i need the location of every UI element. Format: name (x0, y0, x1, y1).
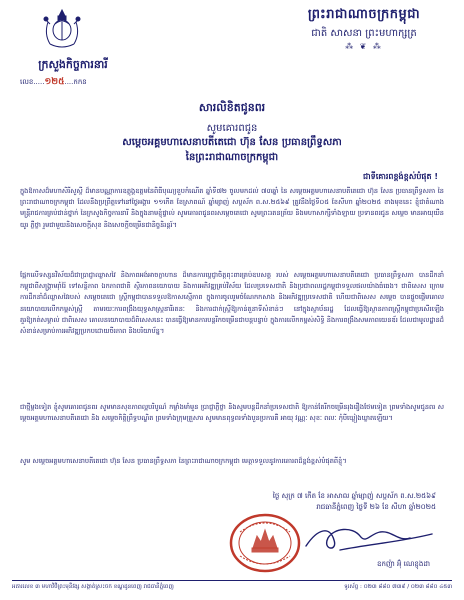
letter-title: សារលិខិតជូនពរ (198, 101, 266, 114)
kingdom-name: ព្រះរាជាណាចក្រកម្ពុជា (307, 7, 421, 22)
footer-divider (12, 580, 452, 581)
footer-phone: ទូរស័ព្ទ : ០២៣ ៨៨០ ៧៣៩ / ០២៣ ៨៨០ ៤៥៣ (344, 584, 452, 590)
doc-number-suffix: ....កកន (64, 78, 87, 86)
doc-number-value: ១២៥ (44, 77, 65, 87)
solar-date: រាជធានីភ្នំពេញ ថ្ងៃទី ២៦ ខែ សីហា ឆ្នាំ២០២៥ (316, 503, 436, 511)
body-paragraph-4: សូម សម្តេចអគ្គមហាសេនាបតីតេជោ ហ៊ុន សែន ប្រធានព្រឹទ្ធសភា នៃព្រះរាជាណាចក្រកម្ពុជា មេត្តាទទួលនូវការគោរពដ៏ខ្ពង់ខ្ពស់បំផុតពីខ្ញុំ។ (20, 457, 347, 465)
lunar-date: ថ្ងៃ សុក្រ ៧ កើត ខែ អាសាឍ ឆ្នាំម្សាញ់ សប្តស័ក ព.ស.២៥៦៩ (272, 492, 436, 500)
signer-name: ឧកញ៉ា អ៊ុំ ណេខ្ញុងដា (377, 560, 430, 568)
ministry-name: ក្រសួងកិច្ចការនារី (38, 58, 108, 71)
addressee-line-2: នៃព្រះរាជាណាចក្រកម្ពុជា (185, 152, 279, 163)
document-number (20, 76, 87, 89)
footer (12, 583, 452, 591)
body-paragraph-1: ក្នុងឱកាសដ៏មហាសិរីសួស្តី ដ៏មានបណ្ណាការឧត្តុង្គឧត្តមនៃពិធីបុណ្យខួបកំណើត ឆ្នាំទី៧២ ចូលមកដល់ ៧៣ឆ្នាំ នៃ សម្តេចអគ្គមហាសេនាបតីតេជោ ហ៊ុន សែន ប្រធានព្រឹទ្ធសភា នៃព្រះរាជាណាចក្រកម្ពុជា ដែលនឹងប្រព្រឹត្តទៅនៅថ្ងៃអង្គារ ១១កើត ខែស្រាពណ៍ ឆ្នាំម្សាញ់ សប្តស័ក ព.ស.២៥៦៩ ត្រូវនឹងថ្ងៃទី០៥ ខែសីហា ឆ្នាំ២០២៥ ខាងមុខនេះ ខ្ញុំជាតំណាងមន្ត្រីរាជការគ្រប់ជាន់ថ្នាក់ នៃក្រសួងកិច្ចការនារី និងក្នុងនាមខ្ញុំផ្ទាល់ សូមគោរពជូនពរសម្តេចតេជោ សូមព្រះរតនត្រ័យ និងមហាសាក្សីទាំងឡាយ ប្រទានពរជូន សម្តេច មានអាយុយឺនយូរ ភ្លឺថ្លា រួមជាមួយនិងសេចក្តីសុខ និងសេចក្តីចម្រើនជានិច្ចនិរន្តរ៍។ (20, 187, 444, 229)
kingdom-header (284, 6, 444, 51)
addressee-line-1: សម្តេចអគ្គមហាសេនាបតីតេជោ ហ៊ុន សែន ប្រធានព្រឹទ្ធសភា (122, 137, 342, 148)
greeting: សូមគោរពជូន (206, 123, 258, 134)
doc-number-prefix: លេខ..... (20, 78, 45, 86)
official-stamp (228, 512, 302, 574)
footer-address: អគារលេខ ៣ មហាវិថីព្រះមុនីវង្ស សង្កាត់ស្រះចក ខណ្ឌដូនពេញ រាជធានីភ្នំពេញ (12, 584, 174, 590)
body-paragraph-2: ផ្អែកលើទស្សនវិស័យដ៏ជាប្រាជ្ញាឈ្លាសវៃ និងភាពអង់អាចក្លាហាន ដ៏មានការប្តេជ្ញាចិត្តពុះពារគ្រប់ឧបសគ្គ របស់ សម្តេចអគ្គមហាសេនាបតីតេជោ ប្រធានព្រឹទ្ធសភា បានដឹកនាំកម្ពុជាពីសង្គ្រាមរ៉ាំរ៉ៃ ទៅសន្តិភាព ឯកភាពជាតិ ស្ថិរភាពនយោបាយ និងការអភិវឌ្ឍគ្រប់វិស័យ ដែលប្រទេសជាតិ និងប្រជាពលរដ្ឋកម្ពុជាទទួលផលយ៉ាងធំធេង។ ជាពិសេស ក្រោមការដឹកនាំដ៏ឈ្លាសវៃរបស់ សម្តេចតេជោ ស្ត្រីកម្ពុជាបានទទួលឱកាសស្មើភាព ក្នុងការចូលរួមចំណែកកសាង និងអភិវឌ្ឍប្រទេសជាតិ ហើយជាពិសេស សម្តេច បានផ្តួចផ្តើមគោលនយោបាយលើកកម្ពស់ស្ត្រី តាមរយៈការពង្រឹងយុទ្ធសាស្ត្រនារីរតនៈ និងការដាក់ស្ត្រីឱ្យកាន់តួនាទីសំខាន់ៗ នៅក្នុងស្ថាប័នរដ្ឋ ដែលធ្វើឱ្យស្ថានភាពស្ត្រីកម្ពុជាប្រសើរឡើងគួរឱ្យកត់សម្គាល់ ជាពិសេស គោលនយោបាយដ៏ពិសេសនេះ បានធ្វើឱ្យមានការបន្តរីកចម្រើនជាបន្តបន្ទាប់ ក្នុងការលើកកម្ពស់សិទ្ធិ និងការពង្រឹងសមភាពយេនឌ័រ ដែលជាមូលដ្ឋានដ៏សំខាន់សម្រាប់ការអភិវឌ្ឍប្រកបដោយចីរភាព និងបរិយាប័ន្ន។ (20, 271, 444, 336)
national-motto: ជាតិ សាសនា ព្រះមហាក្សត្រ (311, 28, 417, 39)
ornament-divider: ⁂ ❦ ⁂ (345, 42, 383, 51)
salutation: ជាទីគោរពខ្ពង់ខ្ពស់បំផុត ! (363, 172, 438, 181)
signature-mark (300, 520, 440, 556)
date-block (273, 491, 436, 513)
royal-emblem-icon (38, 8, 86, 52)
body-paragraph-3: ជាថ្មីម្តងទៀត ខ្ញុំសូមគោរពជូនពរ សូមមានសុខភាពល្អបរិបូណ៌ កម្លាំងមាំមួន ប្រាជ្ញាភ្លឺថ្លា និងសូមបន្តដឹកនាំប្រទេសជាតិ ឱ្យកាន់តែរីកចម្រើនរុងរឿងថែមទៀត ព្រមទាំងសូមជូនពរ សម្តេចអគ្គមហាសេនាបតីតេជោ និង សម្តេចកិត្តិព្រឹទ្ធបណ្ឌិត ព្រមទាំងក្រុមគ្រួសារ សូមមានពុទ្ធពរទាំងបួនប្រការគឺ អាយុ វណ្ណៈ សុខៈ ពលៈ កុំបីឃ្លៀងឃ្លាតឡើយ។ (20, 403, 444, 423)
